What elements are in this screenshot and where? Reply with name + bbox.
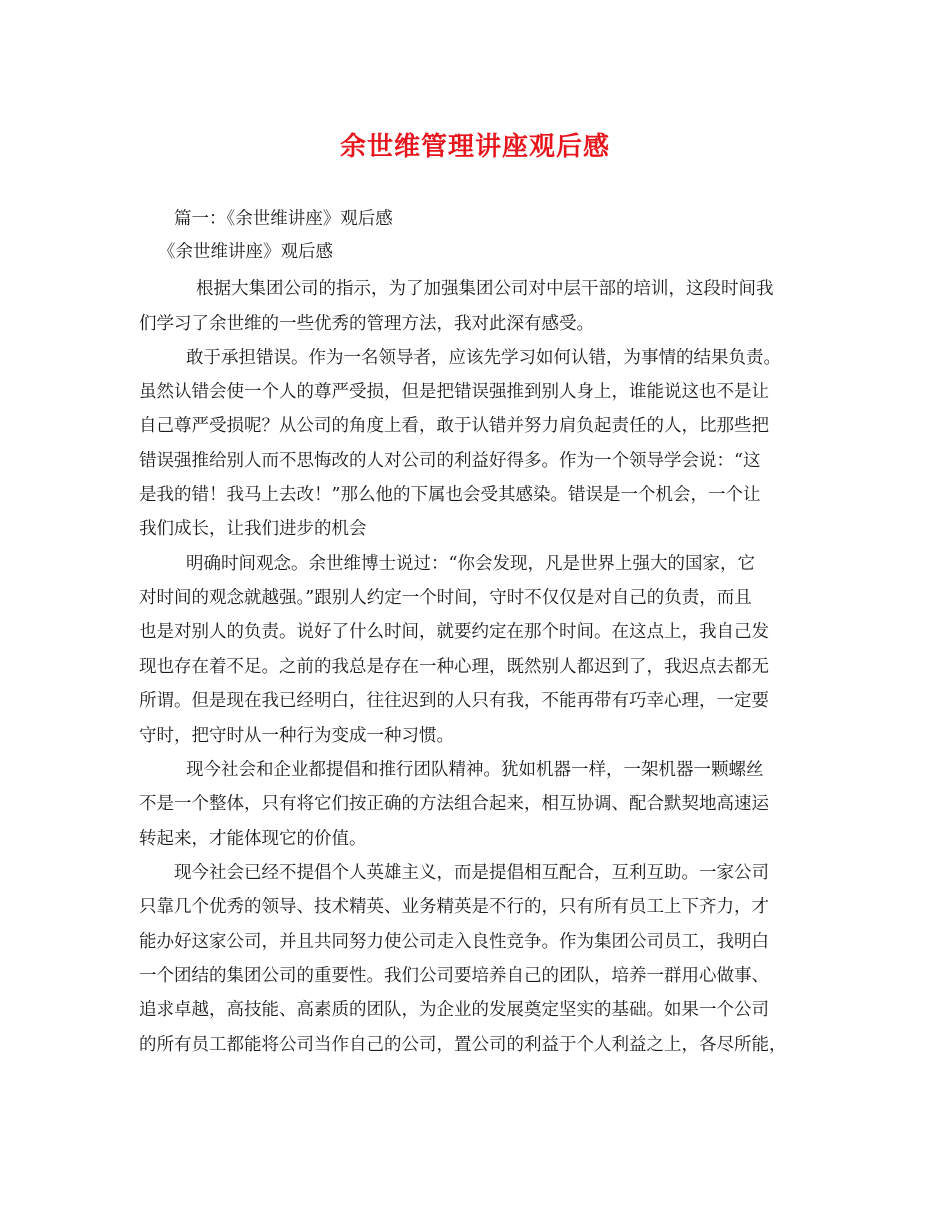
body-line: 不是一个整体，只有将它们按正确的方法组合起来，相互协调、配合默契地高速运 — [139, 794, 769, 814]
body-line: 转起来，才能体现它的价值。 — [139, 829, 367, 849]
body-line: 守时，把守时从一种行为变成一种习惯。 — [139, 726, 454, 746]
body-line: 只靠几个优秀的领导、技术精英、业务精英是不行的，只有所有员工上下齐力，才 — [139, 897, 769, 917]
body-line: 错误强推给别人而不思悔改的人对公司的利益好得多。作为一个领导学会说：“这 — [139, 451, 761, 471]
body-line: 的所有员工都能将公司当作自己的公司，置公司的利益于个人利益之上，各尽所能， — [139, 1035, 787, 1055]
body-line: 一个团结的集团公司的重要性。我们公司要培养自己的团队，培养一群用心做事、 — [139, 966, 769, 986]
body-line: 也是对别人的负责。说好了什么时间，就要约定在那个时间。在这点上，我自己发 — [139, 622, 769, 642]
body-line: 对时间的观念就越强。”跟别人约定一个时间，守时不仅仅是对自己的负责，而且 — [139, 588, 752, 608]
body-line: 我们成长，让我们进步的机会 — [139, 519, 367, 539]
document-title: 余世维管理讲座观后感 — [339, 132, 610, 162]
body-line: 追求卓越，高技能、高素质的团队，为企业的发展奠定坚实的基础。如果一个公司 — [139, 1000, 769, 1020]
article-subtitle: 《余世维讲座》观后感 — [158, 242, 333, 262]
section-heading: 篇一：《余世维讲座》观后感 — [174, 209, 393, 229]
body-line: 根据大集团公司的指示，为了加强集团公司对中层干部的培训，这段时间我 — [196, 279, 774, 299]
body-line: 明确时间观念。余世维博士说过：“你会发现，凡是世界上强大的国家，它 — [186, 554, 755, 574]
body-line: 是我的错！我马上去改！”那么他的下属也会受其感染。错误是一个机会，一个让 — [139, 485, 761, 505]
body-line: 敢于承担错误。作为一名领导者，应该先学习如何认错，为事情的结果负责。 — [186, 348, 781, 368]
body-line: 自己尊严受损呢？从公司的角度上看，敢于认错并努力肩负起责任的人，比那些把 — [139, 416, 769, 436]
body-line: 们学习了余世维的一些优秀的管理方法，我对此深有感受。 — [139, 314, 594, 334]
body-line: 现今社会和企业都提倡和推行团队精神。犹如机器一样，一架机器一颗螺丝 — [186, 760, 764, 780]
body-line: 现也存在着不足。之前的我总是存在一种心理，既然别人都迟到了，我迟点去都无 — [139, 657, 769, 677]
body-line: 虽然认错会使一个人的尊严受损，但是把错误强推到别人身上，谁能说这也不是让 — [139, 382, 769, 402]
body-line: 能办好这家公司，并且共同努力使公司走入良性竞争。作为集团公司员工，我明白 — [139, 932, 769, 952]
body-line: 所谓。但是现在我已经明白，往往迟到的人只有我，不能再带有巧幸心理，一定要 — [139, 691, 769, 711]
body-line: 现今社会已经不提倡个人英雄主义，而是提倡相互配合，互利互助。一家公司 — [174, 863, 769, 883]
